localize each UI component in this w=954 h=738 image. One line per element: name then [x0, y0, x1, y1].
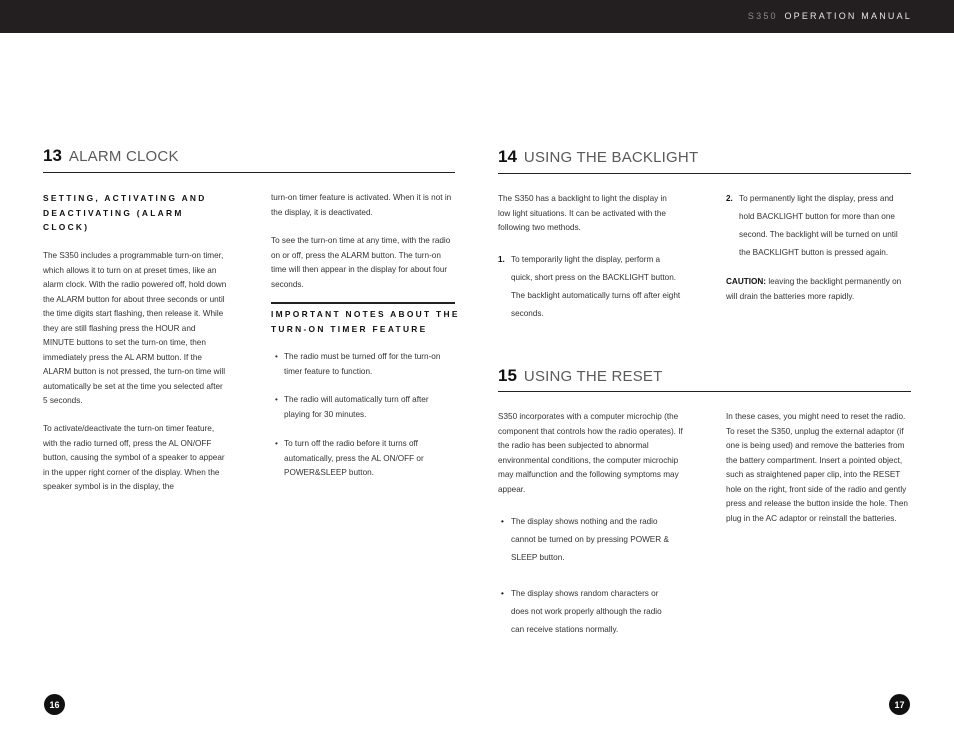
- section-14-title: USING THE BACKLIGHT: [523, 149, 699, 166]
- section-15-title: USING THE RESET: [523, 368, 663, 385]
- bullet-icon: •: [275, 395, 278, 404]
- bullet-icon: •: [275, 352, 278, 361]
- header-bar: [0, 0, 954, 33]
- section-13-para-4: To see the turn-on time at any time, with the radio on or off, press the ALARM button. The turn-on time will then appear in the display for about four seconds.: [271, 236, 451, 289]
- section-15-number: 15: [498, 366, 517, 385]
- section-14-rule: [498, 173, 911, 174]
- section-13-para-3: turn-on timer feature is activated. When it is not in the display, it is deactivated.: [271, 193, 452, 217]
- note-item: [275, 393, 444, 422]
- symptom-text: The display shows random characters or does not work properly although the radio can receive stations normally.: [511, 589, 662, 634]
- model-name: S350: [747, 11, 778, 21]
- section-15-heading: [498, 366, 663, 386]
- page-number-left: 16: [44, 694, 65, 715]
- notes-rule: [271, 302, 455, 304]
- section-13-heading: [43, 146, 179, 166]
- caution-label: CAUTION:: [726, 277, 767, 286]
- section-15-rule: [498, 391, 911, 392]
- caution-text: leaving the backlight permanently on will drain the batteries more rapidly.: [726, 277, 902, 301]
- page-number-right: 17: [889, 694, 910, 715]
- notes-heading: IMPORTANT NOTES ABOUT THE TURN-ON TIMER FEATURE: [271, 309, 460, 334]
- bullet-icon: •: [501, 517, 504, 526]
- note-text: To turn off the radio before it turns off automatically, press the AL ON/OFF or POWER&SLEEP button.: [284, 439, 424, 477]
- step-marker: 2.: [726, 194, 733, 203]
- backlight-step-1: [498, 251, 681, 323]
- section-14-heading: [498, 147, 698, 167]
- note-item: [275, 350, 454, 379]
- manual-label: OPERATION MANUAL: [784, 11, 912, 21]
- section-15-para-2: In these cases, you might need to reset the radio. To reset the S350, unplug the external adaptor (if one is being used) and remove the batteries from the battery compartment. Insert a pointed object, such as straightened paper clip, into the RESET hole on the right, front side of the radio and gently press and release the button inside the hole. Then plug in the AC adaptor or reinstall the batteries.: [726, 412, 908, 523]
- step-text: To temporarily light the display, perform a quick, short press on the BACKLIGHT button. The backlight automatically turns off after eight seconds.: [511, 255, 681, 318]
- section-14-intro: The S350 has a backlight to light the display in low light situations. It can be activated with the following two methods.: [498, 194, 667, 232]
- section-13-para-1: The S350 includes a programmable turn-on timer, which allows it to turn on at preset times, like an alarm clock. With the radio powered off, hold down the ALARM button for about three seconds or until the time digits start flashing, then release it. While they are still flashing press the HOUR and MINUTE buttons to set the turn-on time, then immediately press the AL ARM button. If the ALARM button is not pressed, the turn-on time will automatically be set at the time you selected after 5 seconds.: [43, 251, 227, 405]
- note-text: The radio must be turned off for the turn-on timer feature to function.: [284, 352, 441, 376]
- step-text: To permanently light the display, press and hold BACKLIGHT button for more than one second. The backlight will be turned on until the BACKLIGHT button is pressed again.: [739, 194, 898, 257]
- section-13-title: ALARM CLOCK: [68, 148, 179, 165]
- section-13-para-2: To activate/deactivate the turn-on timer feature, with the radio turned off, press the AL ON/OFF button, causing the symbol of a speaker to appear in the upper right corner of the display. When the speaker symbol is in the display, the: [43, 424, 225, 491]
- symptom-text: The display shows nothing and the radio cannot be turned on by pressing POWER & SLEEP button.: [511, 517, 669, 562]
- bullet-icon: •: [275, 439, 278, 448]
- section-13-rule: [43, 172, 455, 173]
- symptom-item: [501, 513, 671, 567]
- backlight-step-2: [726, 190, 909, 262]
- caution-note: [726, 275, 910, 304]
- section-14-number: 14: [498, 147, 517, 166]
- manual-title: [748, 11, 912, 21]
- section-13-number: 13: [43, 146, 62, 165]
- note-text: The radio will automatically turn off after playing for 30 minutes.: [284, 395, 429, 419]
- symptom-item: [501, 585, 671, 639]
- note-item: [275, 437, 444, 481]
- bullet-icon: •: [501, 589, 504, 598]
- step-marker: 1.: [498, 255, 505, 264]
- section-13-subheading: SETTING, ACTIVATING AND DEACTIVATING (ALARM CLOCK): [43, 193, 207, 232]
- section-15-para-1: S350 incorporates with a computer microchip (the component that controls how the radio operates). If the radio has been subjected to abnormal environmental conditions, the computer microchip may malfunction and the following symptoms may appear.: [498, 412, 683, 494]
